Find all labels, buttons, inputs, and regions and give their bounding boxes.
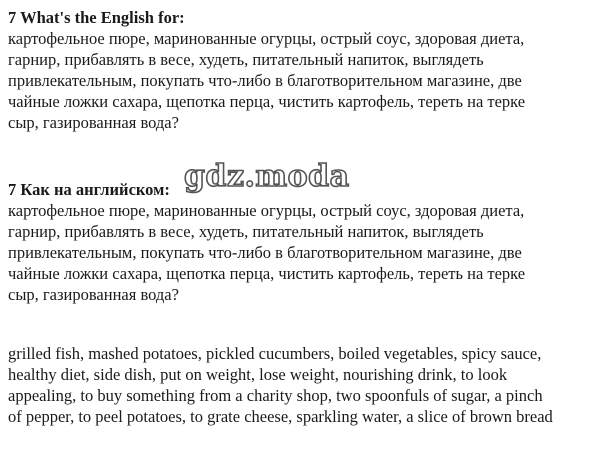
- answer-line: appealing, to buy something from a charity shop, two spoonfuls of sugar, a pinch: [8, 386, 543, 405]
- task-line: чайные ложки сахара, щепотка перца, чистить картофель, тереть на терке: [8, 92, 526, 111]
- task-line: гарнир, прибавлять в весе, худеть, питательный напиток, выглядеть: [8, 50, 484, 69]
- task-line: чайные ложки сахара, щепотка перца, чистить картофель, тереть на терке: [8, 264, 526, 283]
- task-text-russian: [8, 200, 525, 305]
- task-line: гарнир, прибавлять в весе, худеть, питательный напиток, выглядеть: [8, 222, 484, 241]
- task-line: картофельное пюре, маринованные огурцы, острый соус, здоровая диета,: [8, 201, 525, 220]
- answer-line: grilled fish, mashed potatoes, pickled cucumbers, boiled vegetables, spicy sauce,: [8, 344, 542, 363]
- task-heading-russian: 7 Как на английском:: [8, 180, 170, 199]
- task-line: сыр, газированная вода?: [8, 285, 179, 304]
- answer-block: [8, 343, 553, 427]
- task-line: сыр, газированная вода?: [8, 113, 179, 132]
- task-line: картофельное пюре, маринованные огурцы, острый соус, здоровая диета,: [8, 29, 525, 48]
- watermark-logo: gdz.moda: [184, 159, 350, 194]
- answer-line: healthy diet, side dish, put on weight, lose weight, nourishing drink, to look: [8, 365, 508, 384]
- task-english: [8, 7, 525, 133]
- task-line: привлекательным, покупать что-либо в благотворительном магазине, две: [8, 71, 522, 90]
- answer-line: of pepper, to peel potatoes, to grate cheese, sparkling water, a slice of brown bread: [8, 407, 553, 426]
- answer-text: [8, 343, 553, 427]
- task-text-english: [8, 28, 525, 133]
- task-heading-english: 7 What's the English for:: [8, 8, 185, 27]
- task-russian: [8, 179, 525, 305]
- task-line: привлекательным, покупать что-либо в благотворительном магазине, две: [8, 243, 522, 262]
